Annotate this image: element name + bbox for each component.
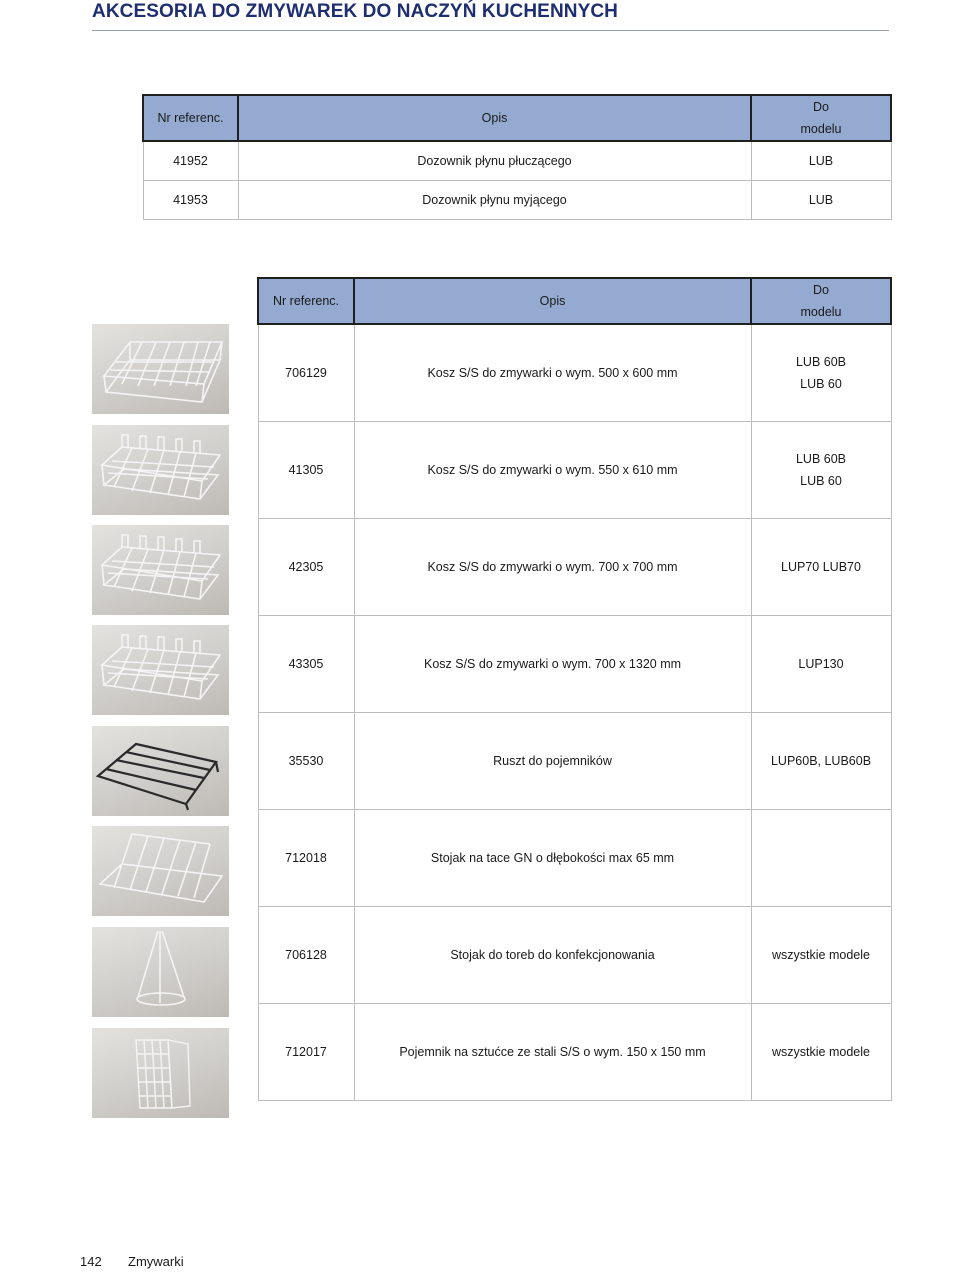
table-header (143, 95, 891, 141)
table-row (258, 616, 891, 713)
table-row (258, 713, 891, 810)
table-row (143, 181, 891, 220)
cell-desc: Kosz S/S do zmywarki o wym. 500 x 600 mm (354, 324, 751, 422)
cell-model: LUP70 LUB70 (751, 519, 891, 616)
grid-rack-icon (92, 726, 229, 816)
cell-ref: 706128 (258, 907, 354, 1004)
table-row (258, 907, 891, 1004)
cell-model (751, 324, 891, 422)
accessories-table-2 (257, 277, 892, 1101)
header-model (751, 95, 891, 141)
accessories-table-1 (142, 94, 892, 220)
cell-model: LUB (751, 181, 891, 220)
cell-model-line1: LUB 60B (795, 452, 847, 466)
header-desc: Opis (354, 278, 751, 324)
cell-ref: 712018 (258, 810, 354, 907)
cell-ref: 706129 (258, 324, 354, 422)
table-row (258, 1004, 891, 1101)
cell-model-line2: LUB 60 (800, 377, 842, 391)
cell-model (751, 422, 891, 519)
cell-ref: 712017 (258, 1004, 354, 1101)
page-number: 142 (80, 1254, 102, 1269)
tray-stand-icon (92, 826, 229, 916)
cell-desc: Ruszt do pojemników (354, 713, 751, 810)
cell-desc: Pojemnik na sztućce ze stali S/S o wym. 150 x 150 mm (354, 1004, 751, 1101)
header-model-line1: Do (813, 100, 829, 114)
cell-ref: 42305 (258, 519, 354, 616)
header-model (751, 278, 891, 324)
header-model-line1: Do (813, 283, 829, 297)
cell-desc: Dozownik płynu płuczącego (238, 141, 751, 181)
table-row (258, 519, 891, 616)
cell-ref: 41952 (143, 141, 238, 181)
bag-stand-icon (92, 927, 229, 1017)
table-row (143, 141, 891, 181)
table-row (258, 324, 891, 422)
cell-desc: Stojak do toreb do konfekcjonowania (354, 907, 751, 1004)
cell-model: LUP130 (751, 616, 891, 713)
header-model-line2: modelu (800, 305, 842, 319)
cutlery-container-icon (92, 1028, 229, 1118)
table-row (258, 810, 891, 907)
cell-desc: Kosz S/S do zmywarki o wym. 550 x 610 mm (354, 422, 751, 519)
cell-model: LUP60B, LUB60B (751, 713, 891, 810)
cell-model-line1: LUB 60B (795, 355, 847, 369)
wire-basket-icon (92, 324, 229, 414)
section-name: Zmywarki (128, 1254, 184, 1269)
header-model-line2: modelu (800, 122, 842, 136)
page-title: AKCESORIA DO ZMYWAREK DO NACZYŃ KUCHENNYCH (92, 1, 619, 22)
table-row (258, 422, 891, 519)
header-ref: Nr referenc. (258, 278, 354, 324)
table-header (258, 278, 891, 324)
cell-ref: 43305 (258, 616, 354, 713)
cell-ref: 41953 (143, 181, 238, 220)
cell-ref: 35530 (258, 713, 354, 810)
wire-basket-icon (92, 525, 229, 615)
cell-desc: Kosz S/S do zmywarki o wym. 700 x 700 mm (354, 519, 751, 616)
cell-ref: 41305 (258, 422, 354, 519)
cell-model: wszystkie modele (751, 1004, 891, 1101)
cell-desc: Kosz S/S do zmywarki o wym. 700 x 1320 mm (354, 616, 751, 713)
cell-desc: Stojak na tace GN o dłębokości max 65 mm (354, 810, 751, 907)
wire-basket-icon (92, 625, 229, 715)
header-desc: Opis (238, 95, 751, 141)
cell-model: wszystkie modele (751, 907, 891, 1004)
cell-desc: Dozownik płynu myjącego (238, 181, 751, 220)
cell-model (751, 810, 891, 907)
cell-model: LUB (751, 141, 891, 181)
wire-basket-icon (92, 425, 229, 515)
cell-model-line2: LUB 60 (800, 474, 842, 488)
header-ref: Nr referenc. (143, 95, 238, 141)
title-divider (92, 30, 889, 31)
